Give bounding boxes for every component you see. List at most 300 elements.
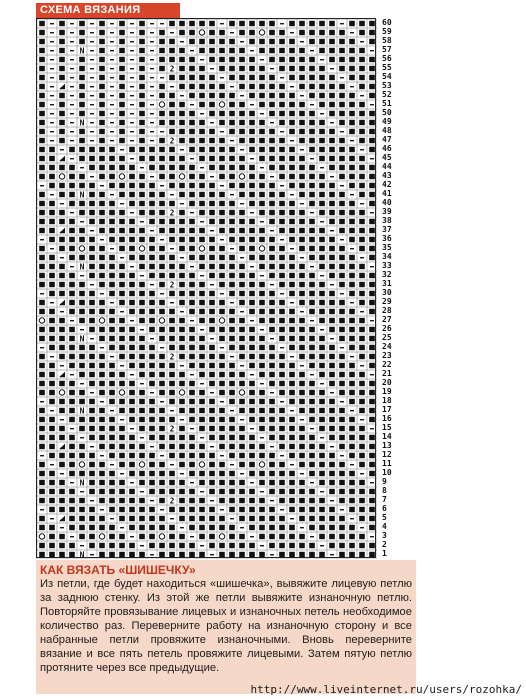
chart-cell-knit — [329, 183, 335, 188]
chart-cell-knit — [239, 30, 245, 35]
chart-cell-knit — [309, 363, 315, 368]
chart-cell-knit — [119, 345, 125, 350]
chart-cell-purl — [350, 248, 354, 249]
chart-cell-knit — [329, 381, 335, 386]
chart-cell-knit — [89, 165, 95, 170]
chart-cell-knit — [119, 453, 125, 458]
chart-cell-knit — [169, 372, 175, 377]
chart-cell-knit — [369, 21, 375, 26]
chart-cell-knit — [319, 201, 325, 206]
chart-cell-knit — [339, 354, 345, 359]
chart-cell-knit — [49, 543, 55, 548]
chart-cell-purl — [50, 86, 54, 87]
chart-cell-knit — [179, 120, 185, 125]
chart-cell-knit — [119, 489, 125, 494]
chart-cell-knit — [189, 30, 195, 35]
chart-cell-purl — [70, 320, 74, 321]
chart-cell-knit — [149, 354, 155, 359]
chart-cell-knit — [219, 147, 225, 152]
chart-cell-knit — [259, 417, 265, 422]
chart-cell-purl — [70, 212, 74, 213]
chart-cell-purl — [210, 122, 214, 123]
chart-cell-bobble: N — [79, 118, 85, 128]
chart-cell-knit — [369, 363, 375, 368]
chart-cell-purl — [280, 77, 284, 78]
chart-cell-knit — [239, 444, 245, 449]
chart-cell-knit — [369, 507, 375, 512]
chart-cell-knit — [199, 120, 205, 125]
chart-cell-knit — [359, 57, 365, 62]
chart-cell-knit — [149, 462, 155, 467]
chart-cell-purl — [50, 410, 54, 411]
chart-cell-knit — [109, 309, 115, 314]
chart-cell-knit — [209, 129, 215, 134]
chart-cell-knit — [329, 30, 335, 35]
chart-cell-knit — [189, 21, 195, 26]
chart-cell-knit — [119, 102, 125, 107]
chart-cell-purl — [150, 338, 154, 339]
chart-cell-knit — [329, 57, 335, 62]
chart-cell-knit — [99, 381, 105, 386]
chart-cell-purl — [190, 266, 194, 267]
chart-cell-knit — [369, 111, 375, 116]
chart-cell-purl — [300, 419, 304, 420]
chart-cell-knit — [239, 57, 245, 62]
chart-cell-knit — [139, 372, 145, 377]
chart-cell-knit — [299, 399, 305, 404]
chart-cell-knit — [359, 444, 365, 449]
chart-cell-knit — [209, 327, 215, 332]
chart-cell-knit — [129, 228, 135, 233]
chart-cell-yarn-over — [259, 462, 264, 467]
chart-cell-purl — [130, 104, 134, 105]
chart-cell-knit — [339, 210, 345, 215]
chart-cell-knit — [269, 30, 275, 35]
chart-cell-knit — [289, 57, 295, 62]
chart-cell-knit — [169, 327, 175, 332]
chart-cell-knit — [69, 255, 75, 260]
chart-cell-knit — [149, 300, 155, 305]
chart-cell-knit — [269, 192, 275, 197]
chart-cell-knit — [149, 255, 155, 260]
chart-cell-knit — [309, 309, 315, 314]
chart-cell-knit — [149, 156, 155, 161]
chart-cell-knit — [189, 174, 195, 179]
row-number: 15 — [382, 423, 392, 432]
chart-cell-purl — [90, 500, 94, 501]
how-to-text: Из петли, где будет находиться «шишечка», вывяжите лицевую петлю за заднюю стенку. Из этой же петли вывяжите изнаночную петлю. Повторяйте провязывание лицевых и изнаночных петель необходимое количество раз. Переверните работу на изнаночную сторону и все набранные петли провяжите изнаночными. Вновь переверните вязание и все пять петель провяжите лицевыми. Затем пятую петлю протяните через все предыдущие. — [40, 578, 412, 674]
chart-cell-knit — [369, 435, 375, 440]
chart-cell-knit — [69, 507, 75, 512]
chart-cell-knit — [359, 129, 365, 134]
chart-cell-knit — [59, 75, 65, 80]
chart-cell-knit — [119, 381, 125, 386]
chart-cell-purl — [320, 275, 324, 276]
chart-cell-knit — [79, 147, 85, 152]
chart-cell-purl — [70, 140, 74, 141]
chart-cell-knit — [249, 525, 255, 530]
chart-cell-knit — [299, 336, 305, 341]
chart-cell-knit — [199, 534, 205, 539]
chart-cell-knit — [79, 183, 85, 188]
chart-cell-knit — [219, 408, 225, 413]
chart-cell-yarn-over — [159, 534, 164, 539]
chart-cell-knit — [139, 48, 145, 53]
chart-cell-knit — [209, 489, 215, 494]
chart-cell-purl — [370, 374, 374, 375]
chart-cell-knit — [109, 417, 115, 422]
row-number: 2 — [382, 540, 387, 549]
chart-cell-knit — [139, 75, 145, 80]
row-number: 33 — [382, 261, 392, 270]
chart-cell-yarn-over — [199, 246, 204, 251]
chart-cell-knit — [339, 534, 345, 539]
chart-cell-knit — [289, 39, 295, 44]
chart-cell-knit — [259, 120, 265, 125]
chart-cell-knit — [339, 318, 345, 323]
chart-cell-knit — [49, 327, 55, 332]
chart-cell-knit — [269, 363, 275, 368]
chart-cell-knit — [209, 84, 215, 89]
chart-cell-knit — [209, 534, 215, 539]
chart-cell-knit — [159, 471, 165, 476]
row-number: 29 — [382, 297, 392, 306]
chart-cell-knit — [39, 390, 45, 395]
chart-cell-knit — [329, 246, 335, 251]
chart-cell-knit — [129, 273, 135, 278]
chart-cell-knit — [169, 543, 175, 548]
chart-cell-knit — [199, 471, 205, 476]
chart-cell-purl — [330, 500, 334, 501]
chart-cell-knit — [329, 273, 335, 278]
chart-cell-knit — [269, 219, 275, 224]
chart-cell-purl — [150, 32, 154, 33]
chart-cell-knit — [129, 336, 135, 341]
chart-cell-knit — [79, 237, 85, 242]
row-number: 24 — [382, 342, 392, 351]
chart-cell-knit — [119, 219, 125, 224]
chart-cell-knit — [89, 183, 95, 188]
chart-cell-knit — [129, 237, 135, 242]
chart-cell-knit — [39, 516, 45, 521]
chart-cell-knit — [129, 498, 135, 503]
chart-cell-purl — [70, 104, 74, 105]
chart-cell-knit — [179, 48, 185, 53]
chart-cell-knit — [209, 516, 215, 521]
chart-cell-knit — [249, 327, 255, 332]
chart-cell-knit — [209, 111, 215, 116]
chart-cell-knit — [309, 462, 315, 467]
chart-cell-knit — [159, 273, 165, 278]
chart-cell-knit — [99, 309, 105, 314]
chart-cell-knit — [109, 372, 115, 377]
chart-cell-knit — [209, 201, 215, 206]
chart-cell-knit — [209, 417, 215, 422]
chart-cell-purl — [100, 455, 104, 456]
chart-cell-knit — [269, 147, 275, 152]
chart-cell-purl — [220, 239, 224, 240]
chart-cell-knit — [39, 57, 45, 62]
chart-cell-knit — [349, 156, 355, 161]
chart-cell-purl — [210, 392, 214, 393]
chart-cell-knit — [339, 363, 345, 368]
chart-cell-knit — [309, 417, 315, 422]
chart-cell-knit — [159, 489, 165, 494]
chart-cell-knit — [279, 246, 285, 251]
chart-cell-knit — [129, 489, 135, 494]
chart-cell-purl — [50, 59, 54, 60]
chart-cell-knit — [69, 552, 75, 557]
chart-cell-knit — [179, 489, 185, 494]
chart-cell-purl — [330, 230, 334, 231]
chart-cell-knit — [179, 246, 185, 251]
chart-cell-knit — [299, 66, 305, 71]
row-number: 38 — [382, 216, 392, 225]
chart-cell-purl — [140, 545, 144, 546]
chart-cell-purl — [150, 446, 154, 447]
chart-cell-purl — [190, 158, 194, 159]
chart-cell-knit — [229, 219, 235, 224]
chart-cell-knit — [179, 219, 185, 224]
chart-cell-knit — [109, 201, 115, 206]
chart-cell-purl — [160, 77, 164, 78]
chart-cell-purl — [210, 230, 214, 231]
row-number: 51 — [382, 99, 392, 108]
chart-cell-knit — [199, 66, 205, 71]
chart-cell-knit — [199, 444, 205, 449]
chart-cell-knit — [199, 210, 205, 215]
chart-cell-knit — [199, 201, 205, 206]
chart-cell-purl — [300, 311, 304, 312]
chart-cell-knit — [289, 345, 295, 350]
chart-cell-knit — [169, 273, 175, 278]
chart-cell-knit — [329, 363, 335, 368]
chart-cell-purl — [140, 383, 144, 384]
chart-cell-knit — [239, 246, 245, 251]
chart-cell-purl — [90, 284, 94, 285]
chart-cell-purl — [180, 527, 184, 528]
row-number: 46 — [382, 144, 392, 153]
chart-cell-purl — [340, 401, 344, 402]
chart-cell-knit — [309, 399, 315, 404]
chart-cell-knit — [249, 552, 255, 557]
chart-cell-purl — [280, 401, 284, 402]
row-number: 58 — [382, 36, 392, 45]
chart-cell-knit — [189, 273, 195, 278]
chart-cell-knit — [119, 246, 125, 251]
chart-cell-knit — [219, 192, 225, 197]
chart-cell-knit — [369, 453, 375, 458]
chart-cell-purl — [350, 140, 354, 141]
chart-cell-knit — [359, 507, 365, 512]
chart-cell-purl — [360, 365, 364, 366]
chart-cell-knit — [259, 444, 265, 449]
chart-cell-knit — [159, 39, 165, 44]
chart-cell-purl — [230, 194, 234, 195]
chart-cell-knit — [149, 516, 155, 521]
chart-cell-knit — [289, 183, 295, 188]
chart-cell-knit — [249, 219, 255, 224]
chart-cell-knit — [119, 48, 125, 53]
chart-cell-knit — [349, 372, 355, 377]
chart-cell-knit — [319, 183, 325, 188]
chart-cell-knit — [179, 156, 185, 161]
chart-cell-knit — [209, 156, 215, 161]
chart-cell-knit — [209, 507, 215, 512]
chart-cell-purl — [170, 518, 174, 519]
chart-cell-knit — [79, 57, 85, 62]
chart-cell-knit — [129, 435, 135, 440]
chart-cell-knit — [89, 318, 95, 323]
chart-cell-decrease — [59, 228, 65, 233]
chart-cell-knit — [269, 525, 275, 530]
chart-cell-knit — [259, 399, 265, 404]
chart-cell-knit — [159, 462, 165, 467]
chart-cell-knit — [229, 525, 235, 530]
chart-cell-knit — [159, 246, 165, 251]
chart-cell-purl — [130, 95, 134, 96]
chart-cell-knit — [219, 363, 225, 368]
chart-cell-bobble: N — [79, 478, 85, 488]
chart-cell-knit — [359, 300, 365, 305]
chart-cell-knit — [299, 390, 305, 395]
chart-cell-knit — [109, 273, 115, 278]
chart-cell-knit — [79, 498, 85, 503]
chart-cell-knit — [349, 489, 355, 494]
chart-cell-knit — [309, 273, 315, 278]
chart-cell-knit — [129, 219, 135, 224]
chart-cell-knit — [369, 291, 375, 296]
chart-cell-purl — [50, 32, 54, 33]
chart-cell-knit — [359, 399, 365, 404]
chart-cell-knit — [219, 156, 225, 161]
chart-cell-knit — [229, 57, 235, 62]
chart-cell-knit — [139, 57, 145, 62]
chart-cell-knit — [259, 363, 265, 368]
row-number: 30 — [382, 288, 392, 297]
chart-cell-decrease — [59, 516, 65, 521]
chart-cell-knit — [219, 210, 225, 215]
chart-cell-knit — [169, 237, 175, 242]
chart-cell-knit — [249, 246, 255, 251]
chart-cell-knit — [289, 66, 295, 71]
chart-cell-knit — [349, 417, 355, 422]
chart-cell-knit — [119, 498, 125, 503]
chart-cell-knit — [79, 399, 85, 404]
chart-cell-knit — [289, 129, 295, 134]
chart-cell-knit — [89, 210, 95, 215]
chart-cell-knit — [179, 21, 185, 26]
chart-cell-knit — [49, 390, 55, 395]
chart-cell-knit — [149, 183, 155, 188]
row-number: 59 — [382, 27, 392, 36]
chart-cell-knit — [369, 525, 375, 530]
chart-cell-knit — [329, 165, 335, 170]
chart-cell-purl — [270, 338, 274, 339]
chart-cell-knit — [109, 534, 115, 539]
chart-cell-knit — [149, 426, 155, 431]
chart-cell-knit — [119, 21, 125, 26]
chart-cell-yarn-over — [99, 318, 104, 323]
chart-cell-purl — [80, 383, 84, 384]
chart-cell-knit — [219, 120, 225, 125]
chart-cell-purl — [360, 527, 364, 528]
chart-cell-knit — [319, 462, 325, 467]
chart-cell-knit — [369, 174, 375, 179]
row-number: 44 — [382, 162, 392, 171]
chart-cell-knit — [319, 147, 325, 152]
chart-cell-knit — [229, 444, 235, 449]
chart-cell-knit — [89, 399, 95, 404]
chart-cell-knit — [219, 165, 225, 170]
chart-cell-purl — [150, 113, 154, 114]
chart-cell-two-together: 2 — [169, 64, 175, 74]
chart-cell-knit — [119, 282, 125, 287]
chart-cell-knit — [359, 552, 365, 557]
chart-cell-knit — [359, 264, 365, 269]
chart-cell-knit — [349, 93, 355, 98]
chart-cell-knit — [229, 237, 235, 242]
chart-cell-knit — [339, 30, 345, 35]
chart-cell-knit — [269, 399, 275, 404]
chart-cell-knit — [99, 480, 105, 485]
chart-cell-knit — [369, 444, 375, 449]
chart-cell-purl — [200, 437, 204, 438]
chart-cell-knit — [129, 471, 135, 476]
chart-cell-purl — [140, 167, 144, 168]
chart-cell-knit — [199, 237, 205, 242]
chart-cell-knit — [79, 66, 85, 71]
chart-cell-knit — [199, 228, 205, 233]
chart-cell-knit — [189, 417, 195, 422]
chart-cell-knit — [39, 381, 45, 386]
chart-cell-knit — [99, 192, 105, 197]
chart-cell-knit — [299, 48, 305, 53]
chart-cell-knit — [159, 219, 165, 224]
chart-cell-knit — [159, 363, 165, 368]
chart-cell-knit — [189, 120, 195, 125]
chart-cell-knit — [199, 183, 205, 188]
chart-cell-knit — [219, 381, 225, 386]
chart-cell-knit — [249, 237, 255, 242]
chart-cell-knit — [299, 318, 305, 323]
chart-cell-purl — [260, 329, 264, 330]
chart-cell-knit — [199, 336, 205, 341]
chart-cell-knit — [299, 165, 305, 170]
chart-cell-knit — [189, 471, 195, 476]
chart-cell-knit — [59, 246, 65, 251]
chart-cell-knit — [319, 534, 325, 539]
chart-cell-knit — [59, 453, 65, 458]
chart-cell-knit — [49, 219, 55, 224]
chart-cell-knit — [279, 417, 285, 422]
chart-cell-knit — [239, 291, 245, 296]
chart-cell-knit — [189, 165, 195, 170]
chart-cell-knit — [219, 111, 225, 116]
chart-cell-purl — [50, 23, 54, 24]
chart-cell-purl — [290, 32, 294, 33]
chart-cell-purl — [70, 50, 74, 51]
chart-cell-knit — [329, 534, 335, 539]
row-number: 6 — [382, 504, 387, 513]
chart-cell-knit — [289, 318, 295, 323]
chart-cell-knit — [189, 291, 195, 296]
chart-cell-knit — [329, 327, 335, 332]
chart-cell-knit — [239, 480, 245, 485]
chart-cell-purl — [40, 293, 44, 294]
chart-cell-knit — [109, 183, 115, 188]
chart-cell-knit — [179, 237, 185, 242]
